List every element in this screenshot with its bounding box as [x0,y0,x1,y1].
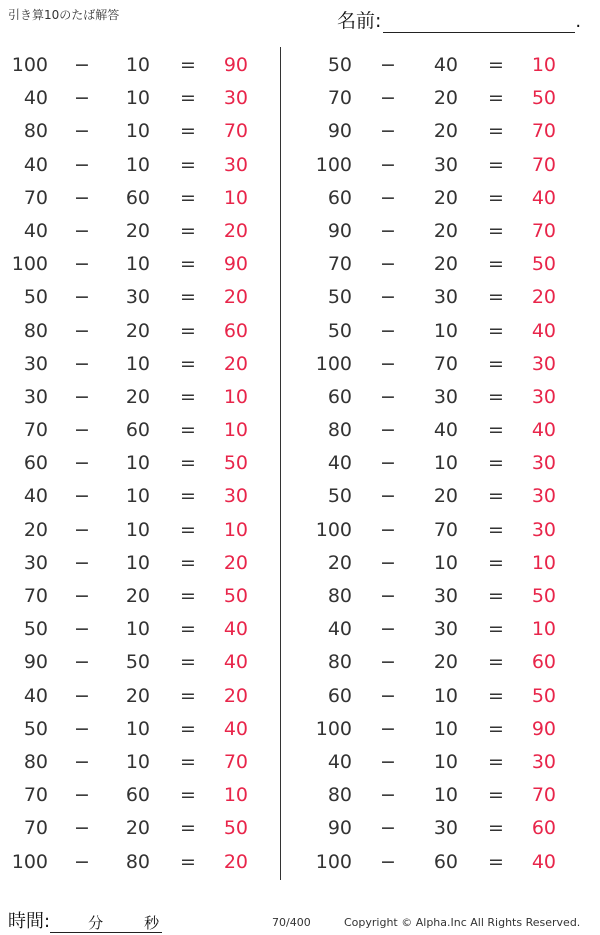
minuend: 50 [23,286,48,309]
subtrahend: 10 [125,253,150,276]
answer: 70 [223,750,248,773]
subtrahend: 30 [433,618,458,641]
minus-sign: − [380,618,396,641]
subtrahend: 10 [125,618,150,641]
subtrahend: 10 [125,153,150,176]
answer: 70 [531,219,556,242]
equals-sign: = [488,319,504,342]
minuend: 80 [327,585,352,607]
equals-sign: = [488,817,504,840]
minuend: 50 [23,618,48,641]
minuend: 90 [23,651,48,674]
column-divider [280,47,281,880]
minus-sign: − [74,319,90,342]
minus-sign: − [74,518,90,541]
minuend: 50 [23,717,48,740]
answer: 50 [531,87,556,110]
equals-sign: = [180,319,196,342]
subtrahend: 60 [125,784,150,807]
minuend: 60 [327,186,352,209]
minus-sign: − [380,385,396,408]
equals-sign: = [180,419,196,442]
minuend: 100 [315,850,352,873]
answer: 10 [223,518,248,541]
subtrahend: 60 [125,419,150,442]
minus-sign: − [380,319,396,342]
equals-sign: = [180,485,196,508]
minuend: 30 [23,551,48,574]
minuend: 50 [327,286,352,309]
subtrahend: 10 [433,319,458,342]
answer: 10 [223,385,248,408]
answer: 50 [223,585,248,607]
equals-sign: = [180,551,196,574]
minus-sign: − [74,186,90,209]
answer: 90 [223,54,248,76]
equals-sign: = [180,452,196,475]
minuend: 80 [327,651,352,674]
time-label: 時間: [8,911,51,932]
minuend: 90 [327,219,352,242]
minus-sign: − [74,485,90,508]
minus-sign: − [380,651,396,674]
minus-sign: − [380,87,396,110]
minus-sign: − [74,219,90,242]
subtrahend: 20 [125,684,150,707]
equals-sign: = [488,153,504,176]
answer: 30 [531,352,556,375]
minus-sign: − [380,850,396,873]
minus-sign: − [74,54,90,76]
answer: 40 [531,319,556,342]
minuend: 40 [23,219,48,242]
subtrahend: 10 [125,54,150,76]
equals-sign: = [488,850,504,873]
subtrahend: 30 [433,817,458,840]
equals-sign: = [180,87,196,110]
answer: 30 [531,485,556,508]
answer: 20 [223,352,248,375]
name-underline[interactable] [383,14,575,33]
equals-sign: = [180,850,196,873]
equals-sign: = [488,518,504,541]
minus-sign: − [380,817,396,840]
subtrahend: 10 [433,784,458,807]
equals-sign: = [180,385,196,408]
minuend: 60 [23,452,48,475]
answer: 20 [223,551,248,574]
subtrahend: 20 [125,319,150,342]
time-field [8,907,162,933]
equals-sign: = [180,253,196,276]
minuend: 80 [23,120,48,143]
minus-sign: − [74,452,90,475]
equals-sign: = [180,717,196,740]
minus-sign: − [380,485,396,508]
equals-sign: = [180,120,196,143]
minus-sign: − [380,186,396,209]
equals-sign: = [180,618,196,641]
answer: 20 [223,850,248,873]
equals-sign: = [180,518,196,541]
subtrahend: 10 [125,551,150,574]
minus-sign: − [74,419,90,442]
subtrahend: 10 [125,485,150,508]
seconds-label: 秒 [144,914,160,932]
minuend: 90 [327,120,352,143]
equals-sign: = [180,585,196,607]
equals-sign: = [488,352,504,375]
minus-sign: − [380,717,396,740]
minus-sign: − [74,850,90,873]
answer: 40 [531,850,556,873]
answer: 10 [223,186,248,209]
minuend: 100 [315,153,352,176]
minus-sign: − [74,618,90,641]
minuend: 100 [11,850,48,873]
answer: 60 [531,651,556,674]
minuend: 60 [327,385,352,408]
minus-sign: − [74,286,90,309]
minuend: 70 [327,87,352,110]
minuend: 80 [327,419,352,442]
minus-sign: − [74,352,90,375]
answer: 20 [223,684,248,707]
equals-sign: = [488,585,504,607]
subtrahend: 20 [433,186,458,209]
minuend: 40 [327,618,352,641]
subtrahend: 10 [125,120,150,143]
subtrahend: 30 [433,153,458,176]
minuend: 30 [23,385,48,408]
minuend: 80 [23,319,48,342]
subtrahend: 30 [433,385,458,408]
subtrahend: 40 [433,54,458,76]
minuend: 80 [23,750,48,773]
minuend: 70 [23,186,48,209]
minus-sign: − [380,120,396,143]
minus-sign: − [380,684,396,707]
subtrahend: 10 [433,551,458,574]
answer: 70 [223,120,248,143]
answer: 40 [223,618,248,641]
minuend: 40 [327,750,352,773]
subtrahend: 10 [433,750,458,773]
subtrahend: 20 [125,219,150,242]
time-underline[interactable] [50,912,162,933]
equals-sign: = [180,817,196,840]
minuend: 20 [327,551,352,574]
minus-sign: − [74,817,90,840]
equals-sign: = [488,452,504,475]
minuend: 70 [23,585,48,607]
answer: 20 [531,286,556,309]
equals-sign: = [488,618,504,641]
subtrahend: 10 [433,452,458,475]
worksheet-title: 引き算10のたば解答 [8,8,120,22]
name-label: 名前: [337,10,382,32]
answer: 90 [223,253,248,276]
answer: 40 [531,419,556,442]
equals-sign: = [488,87,504,110]
minuend: 90 [327,817,352,840]
minuend: 30 [23,352,48,375]
minus-sign: − [380,253,396,276]
minuend: 70 [23,784,48,807]
minus-sign: − [74,551,90,574]
answer: 30 [223,153,248,176]
equals-sign: = [180,153,196,176]
equals-sign: = [488,253,504,276]
answer: 50 [531,253,556,276]
equals-sign: = [488,485,504,508]
subtrahend: 40 [433,419,458,442]
name-field [337,6,581,33]
subtrahend: 20 [433,120,458,143]
equals-sign: = [488,219,504,242]
minuend: 40 [23,684,48,707]
equals-sign: = [180,186,196,209]
minuend: 80 [327,784,352,807]
subtrahend: 10 [433,684,458,707]
minus-sign: − [74,120,90,143]
minuend: 40 [23,87,48,110]
minuend: 100 [315,717,352,740]
minus-sign: − [380,419,396,442]
minuend: 100 [11,253,48,276]
equals-sign: = [488,750,504,773]
subtrahend: 20 [433,651,458,674]
minus-sign: − [74,651,90,674]
answer: 30 [531,385,556,408]
equals-sign: = [488,651,504,674]
answer: 10 [223,784,248,807]
equals-sign: = [180,684,196,707]
answer: 70 [531,120,556,143]
minutes-label: 分 [88,914,104,932]
subtrahend: 60 [125,186,150,209]
minus-sign: − [380,518,396,541]
minuend: 20 [23,518,48,541]
equals-sign: = [180,784,196,807]
equals-sign: = [488,784,504,807]
equals-sign: = [488,120,504,143]
equals-sign: = [488,684,504,707]
answer: 20 [223,219,248,242]
equals-sign: = [180,352,196,375]
subtrahend: 20 [125,585,150,607]
equals-sign: = [488,419,504,442]
answer: 30 [531,518,556,541]
subtrahend: 20 [433,87,458,110]
minuend: 100 [315,518,352,541]
subtrahend: 70 [433,352,458,375]
minuend: 50 [327,319,352,342]
minuend: 70 [23,419,48,442]
minus-sign: − [380,750,396,773]
subtrahend: 10 [125,87,150,110]
answer: 40 [223,651,248,674]
subtrahend: 70 [433,518,458,541]
equals-sign: = [488,286,504,309]
equals-sign: = [488,717,504,740]
subtrahend: 10 [125,750,150,773]
subtrahend: 10 [125,352,150,375]
subtrahend: 60 [433,850,458,873]
minus-sign: − [380,452,396,475]
minus-sign: − [74,253,90,276]
subtrahend: 20 [433,485,458,508]
answer: 10 [531,618,556,641]
equals-sign: = [180,750,196,773]
equals-sign: = [180,54,196,76]
minuend: 40 [23,153,48,176]
minus-sign: − [380,153,396,176]
subtrahend: 20 [433,219,458,242]
minuend: 40 [23,485,48,508]
minus-sign: − [74,750,90,773]
subtrahend: 50 [125,651,150,674]
answer: 10 [531,54,556,76]
equals-sign: = [488,54,504,76]
answer: 40 [531,186,556,209]
minus-sign: − [380,219,396,242]
minuend: 100 [11,54,48,76]
answer: 60 [531,817,556,840]
name-end-dot: . [575,11,582,32]
minus-sign: − [74,784,90,807]
subtrahend: 10 [125,717,150,740]
equals-sign: = [180,219,196,242]
answer: 30 [531,750,556,773]
answer: 10 [531,551,556,574]
answer: 10 [223,419,248,442]
minus-sign: − [74,717,90,740]
copyright: Copyright © Alpha.Inc All Rights Reserved. [344,916,581,929]
subtrahend: 30 [125,286,150,309]
answer: 70 [531,153,556,176]
minuend: 100 [315,352,352,375]
answer: 50 [531,585,556,607]
minus-sign: − [74,585,90,607]
answer: 50 [531,684,556,707]
minus-sign: − [380,286,396,309]
minus-sign: − [380,352,396,375]
minus-sign: − [74,684,90,707]
equals-sign: = [488,385,504,408]
subtrahend: 10 [125,452,150,475]
minus-sign: − [380,551,396,574]
page-number: 70/400 [272,916,311,929]
answer: 30 [223,485,248,508]
minus-sign: − [74,87,90,110]
subtrahend: 30 [433,286,458,309]
minuend: 60 [327,684,352,707]
subtrahend: 10 [433,717,458,740]
minuend: 70 [23,817,48,840]
answer: 60 [223,319,248,342]
subtrahend: 80 [125,850,150,873]
answer: 90 [531,717,556,740]
answer: 20 [223,286,248,309]
minuend: 40 [327,452,352,475]
answer: 50 [223,452,248,475]
subtrahend: 10 [125,518,150,541]
minus-sign: − [380,54,396,76]
answer: 30 [531,452,556,475]
minus-sign: − [74,385,90,408]
minus-sign: − [74,153,90,176]
subtrahend: 20 [125,385,150,408]
minuend: 50 [327,485,352,508]
answer: 30 [223,87,248,110]
minuend: 50 [327,54,352,76]
minuend: 70 [327,253,352,276]
subtrahend: 20 [125,817,150,840]
equals-sign: = [180,286,196,309]
answer: 70 [531,784,556,807]
subtrahend: 20 [433,253,458,276]
equals-sign: = [488,551,504,574]
equals-sign: = [488,186,504,209]
answer: 40 [223,717,248,740]
subtrahend: 30 [433,585,458,607]
minus-sign: − [380,784,396,807]
answer: 50 [223,817,248,840]
equals-sign: = [180,651,196,674]
minus-sign: − [380,585,396,607]
